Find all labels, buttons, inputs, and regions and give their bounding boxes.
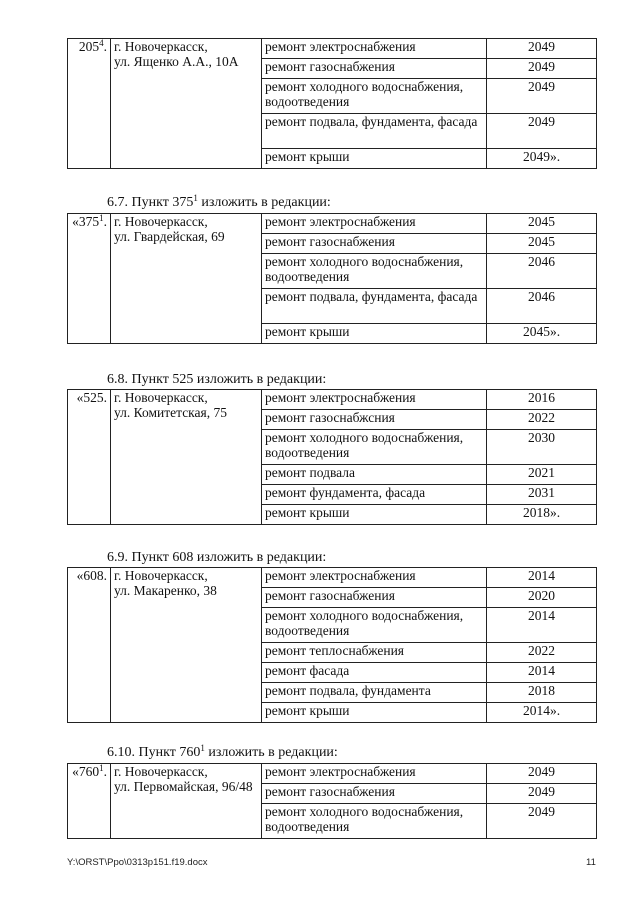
section-caption-6-8: 6.8. Пункт 525 изложить в редакции:	[107, 372, 327, 387]
schedule-table	[67, 389, 597, 525]
year-cell: 2030	[487, 430, 597, 465]
year-cell: 2045	[487, 214, 597, 234]
year-cell: 2014».	[487, 703, 597, 723]
address-cell	[111, 764, 262, 839]
year-cell: 2049	[487, 804, 597, 839]
address-cell	[111, 39, 262, 169]
schedule-table	[67, 567, 597, 723]
address-cell	[111, 214, 262, 344]
work-type-cell: ремонт газоснабжения	[262, 588, 487, 608]
section-375-1	[67, 213, 597, 344]
year-cell: 2014	[487, 568, 597, 588]
address-line: г. Новочеркасск,	[114, 568, 208, 583]
work-type-cell: ремонт подвала	[262, 465, 487, 485]
work-type-cell: ремонт электроснабжения	[262, 214, 487, 234]
item-number: «608.	[68, 568, 111, 723]
address-line: г. Новочеркасск,	[114, 764, 208, 779]
address-line: ул. Макаренко, 38	[114, 583, 217, 598]
year-cell: 2049	[487, 39, 597, 59]
year-cell: 2045	[487, 234, 597, 254]
section-205-4	[67, 38, 597, 169]
item-number: «$375^1$.	[68, 214, 111, 344]
work-type-cell: ремонт холодного водоснабжения, водоотведения	[262, 608, 487, 643]
work-type-cell: ремонт фундамента, фасада	[262, 485, 487, 505]
year-cell: 2021	[487, 465, 597, 485]
year-cell: 2045».	[487, 324, 597, 344]
address-line: ул. Ященко А.А., 10А	[114, 54, 239, 69]
table-row	[68, 214, 597, 234]
work-type-cell: ремонт крыши	[262, 505, 487, 525]
address-line: г. Новочеркасск,	[114, 214, 208, 229]
year-cell: 2022	[487, 643, 597, 663]
year-cell: 2049	[487, 784, 597, 804]
year-cell: 2049».	[487, 149, 597, 169]
work-type-cell: ремонт холодного водоснабжения, водоотведения	[262, 804, 487, 839]
year-cell: 2014	[487, 608, 597, 643]
address-line: г. Новочеркасск,	[114, 39, 208, 54]
year-cell: 2020	[487, 588, 597, 608]
year-cell: 2018».	[487, 505, 597, 525]
year-cell: 2049	[487, 59, 597, 79]
work-type-cell: ремонт газоснабжения	[262, 59, 487, 79]
section-760-1	[67, 763, 597, 839]
year-cell: 2049	[487, 114, 597, 149]
work-type-cell: ремонт газоснабжсния	[262, 410, 487, 430]
year-cell: 2018	[487, 683, 597, 703]
work-type-cell: ремонт электроснабжения	[262, 39, 487, 59]
table-row	[68, 764, 597, 784]
item-number: «$760^1$.	[68, 764, 111, 839]
year-cell: 2016	[487, 390, 597, 410]
year-cell: 2031	[487, 485, 597, 505]
year-cell: 2014	[487, 663, 597, 683]
work-type-cell: ремонт газоснабжения	[262, 234, 487, 254]
schedule-table	[67, 763, 597, 839]
section-caption-6-9: 6.9. Пункт 608 изложить в редакции:	[107, 550, 327, 565]
page-number: 11	[586, 857, 596, 868]
address-line: ул. Первомайская, 96/48	[114, 779, 253, 794]
table-row	[68, 39, 597, 59]
year-cell: 2049	[487, 764, 597, 784]
address-line: ул. Комитетская, 75	[114, 405, 227, 420]
schedule-table	[67, 38, 597, 169]
work-type-cell: ремонт крыши	[262, 324, 487, 344]
work-type-cell: ремонт теплоснабжения	[262, 643, 487, 663]
work-type-cell: ремонт подвала, фундамента, фасада	[262, 289, 487, 324]
footer-file-path: Y:\ORST\Ppo\0313p151.f19.docx	[67, 857, 208, 868]
work-type-cell: ремонт крыши	[262, 149, 487, 169]
work-type-cell: ремонт холодного водоснабжения, водоотведения	[262, 79, 487, 114]
schedule-table	[67, 213, 597, 344]
work-type-cell: ремонт электроснабжения	[262, 568, 487, 588]
work-type-cell: ремонт крыши	[262, 703, 487, 723]
work-type-cell: ремонт холодного водоснабжения, водоотведения	[262, 430, 487, 465]
year-cell: 2046	[487, 254, 597, 289]
year-cell: 2046	[487, 289, 597, 324]
address-line: г. Новочеркасск,	[114, 390, 208, 405]
table-row	[68, 390, 597, 410]
table-row	[68, 568, 597, 588]
item-number: «525.	[68, 390, 111, 525]
work-type-cell: ремонт электроснабжения	[262, 764, 487, 784]
work-type-cell: ремонт подвала, фундамента	[262, 683, 487, 703]
section-caption-6-10: 6.10. Пункт $760^1$ изложить в редакции:	[107, 743, 338, 760]
section-525	[67, 389, 597, 525]
item-number: $205^4$.	[68, 39, 111, 169]
work-type-cell: ремонт электроснабжения	[262, 390, 487, 410]
work-type-cell: ремонт газоснабжения	[262, 784, 487, 804]
year-cell: 2049	[487, 79, 597, 114]
section-caption-6-7: 6.7. Пункт $375^1$ изложить в редакции:	[107, 193, 331, 210]
address-cell	[111, 390, 262, 525]
address-cell	[111, 568, 262, 723]
year-cell: 2022	[487, 410, 597, 430]
work-type-cell: ремонт подвала, фундамента, фасада	[262, 114, 487, 149]
work-type-cell: ремонт фасада	[262, 663, 487, 683]
work-type-cell: ремонт холодного водоснабжения, водоотведения	[262, 254, 487, 289]
section-608	[67, 567, 597, 723]
address-line: ул. Гвардейская, 69	[114, 229, 225, 244]
